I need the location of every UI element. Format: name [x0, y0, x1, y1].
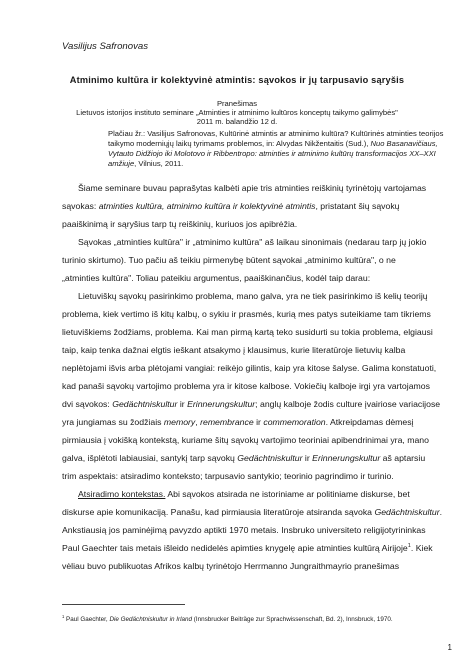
- header-line: 2011 m. balandžio 12 d.: [196, 117, 278, 126]
- text-line: lietuviškiems žodžiams, problema. Kai man pirmą kartą teko susidurti su tokia problema, elgiausi: [62, 327, 433, 337]
- page-number: 1: [447, 643, 452, 652]
- text-line: paaiškinimą ir sąryšius tarp tų reiškinių, kuriuos jos apibrėžia.: [62, 219, 298, 229]
- text-line: Sąvokas „atminties kultūra" ir „atminimo kultūra" aš laikau sinonimais (nedarau tarp jų jokio: [78, 237, 427, 247]
- text-line: Šiame seminare buvau paprašytas kalbėti apie tris atminties reiškinių tyrinėtojų vartojamas: [78, 183, 427, 193]
- text-line: yra jungiamas su žodžiais memory, remembrance ir commemoration. Atkreipdamas dėmesį: [62, 417, 414, 427]
- text-line: kad panaši sąvokų vartojimo problema yra ir kitose kalbose. Vokiečių kalboje irgi yra vartojamos: [62, 381, 430, 391]
- text-line: Ankstiausią jos paminėjimą pavyzdo aptikti 1970 metais. Insbruko universiteto religijotyrininkas: [62, 525, 426, 535]
- text-line: trim aspektais: atsiradimo konteksto; tarpusavio santykio; teorinio pagrindimo ir turinio.: [62, 471, 394, 481]
- text-line: sąvokas: atminties kultūra, atminimo kultūra ir kolektyvinė atmintis, pristatant šių sąvokų: [62, 201, 400, 211]
- header-line: Pranešimas: [216, 99, 258, 108]
- citation-line: Plačiau žr.: Vasilijus Safronovas, Kultūrinė atmintis ar atminimo kultūra? Kultūrinės atminties teorijos: [108, 129, 444, 138]
- author-name: Vasilijus Safronovas: [62, 41, 149, 52]
- text-line: problema, kiek vertimo iš kitų kalbų, o sykiu ir prasmės, kurią mes patys suteikiame tam tikriems: [62, 309, 431, 319]
- text-line: turinio skirtumo). Tuo pačiu aš teikiu pirmenybę būtent sąvokai „atminimo kultūra", o ne: [62, 255, 396, 265]
- citation-line: taikymo moderniųjų laikų tyrimams problemos, in: Alvydas Nikžentaitis (Sud.), Nuo Basanavičiaus,: [108, 139, 438, 148]
- text-line: diskurse apie komunikaciją. Panašu, kad pirmiausia literatūroje atsiranda sąvoka Gedächtniskultur.: [62, 507, 443, 517]
- text-line: Lietuviškų sąvokų pasirinkimo problema, mano galva, yra ne tiek pasirinkimo iš kelių teorijų: [78, 291, 428, 301]
- text-line: galva, išplėtoti labiausiai, santykį tarp sąvokų Gedächtniskultur ir Erinnerungskultur aš aptarsiu: [62, 453, 426, 463]
- footnote-divider: [62, 604, 185, 605]
- text-line: pirmiausia į vokišką kontekstą, kuriame šitų sąvokų vartojimo teoriniai apibendrinimai yra, mano: [62, 435, 429, 445]
- text-line: „atminties kultūra". Toliau pateikiu argumentus, paaiškinančius, kodėl taip darau:: [62, 273, 371, 283]
- citation-line: Vytauto Didžiojo iki Molotovo ir Ribbentropo: atminties ir atminimo kultūrų transformacijos XX–XXI: [108, 149, 436, 158]
- footnote: $^1$ Paul Gaechter, Die Gedächtniskultur in Irland (Innsbrucker Beiträge zur Sprachwissenschaft, Bd. 2), Innsbruck, 1970.: [62, 613, 393, 623]
- text-line: Atsiradimo kontekstas. Abi sąvokos atsirada ne istoriniame ar politiniame diskurse, bet: [78, 489, 410, 499]
- header-line: Lietuvos istorijos instituto seminare „Atminties ir atminimo kultūros konceptų taikymo galimybės": [76, 108, 398, 117]
- citation-line: amžiuje, Vilnius, 2011.: [108, 159, 184, 168]
- section-heading: Atsiradimo kontekstas.: [78, 489, 166, 499]
- document-title: Atminimo kultūra ir kolektyvinė atmintis: sąvokos ir jų tarpusavio sąryšis: [69, 75, 405, 85]
- text-line: taip, kaip tenka dažnai elgtis ieškant atsakymo į klausimus, kurie literatūroje lietuvių kalba: [62, 345, 406, 355]
- text-line: dvi sąvokos: Gedächtniskultur ir Erinnerungskultur; anglų kalboje žodis culture įvairiose variacijose: [62, 399, 441, 409]
- footnote-reference[interactable]: 1: [407, 543, 411, 550]
- text-line: vėliau buvo publikuotas Afrikos kalbų tyrinėtojo Herrmanno Jungraithmayrio pranešimas: [62, 561, 400, 571]
- text-line: neplėtojami išvis arba plėtojami vangiai: reikėjo gilintis, kaip yra kitose šalyse. Galima konstatuoti,: [62, 363, 437, 373]
- text-line: Paul Gaechter tais metais išleido nedidelės apimties knygelę apie atminties kultūrą Airijoje$^1$. Kiek: [62, 543, 433, 553]
